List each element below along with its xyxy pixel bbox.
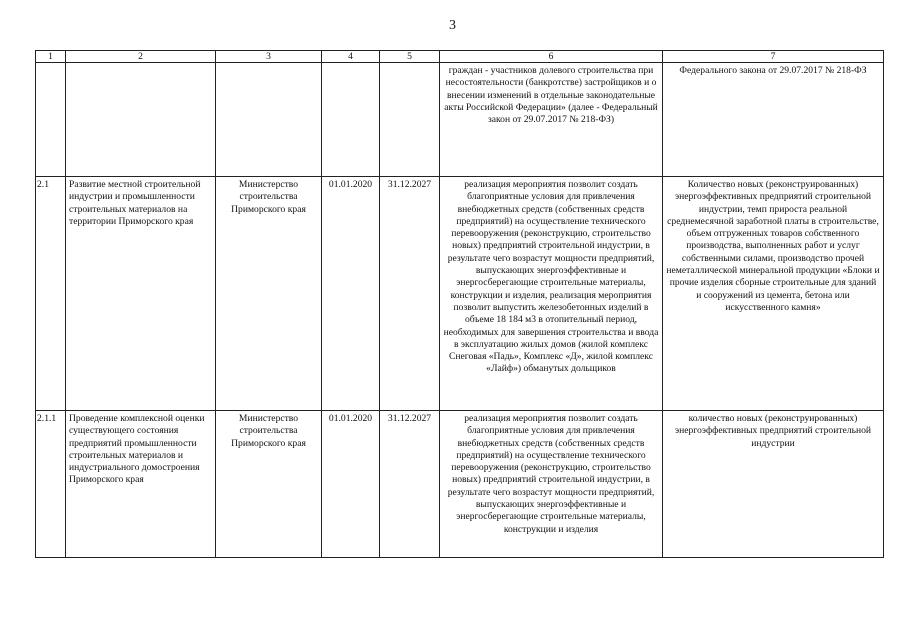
- indicator-cell: Количество новых (реконструированных) энергоэффективных предприятий строительной индустрии, темп прироста реальной среднемесячной заработной платы в строительстве, объем отгруженных товаров собственного производства, выполненных работ и услуг собственными силами, производство прочей неметаллической минеральной продукции «Блоки и прочие изделия сборные строительные для зданий и сооружений из цемента, бетона или искусственного камня»: [663, 177, 884, 411]
- measures-table: [35, 50, 884, 558]
- result-cell: реализация мероприятия позволит создать благоприятные условия для привлечения внебюджетных средств (собственных средств предприятий) на осуществление технического перевооружения (реконструкцию, строительство новых) предприятий строительной индустрии, в результате чего возрастут мощности предприятий, выпускающих энергоэффективные и энергосберегающие строительные материалы, конструкции и изделия, реализация мероприятия позволит выпустить железобетонных изделий в объеме 18 184 м3 в отопительный период, необходимых для завершения строительства и ввода в эксплуатацию жилых домов (жилой комплекс Снеговая «Падь», Комплекс «Д», жилой комплекс «Лайф») обманутых дольщиков: [440, 177, 663, 411]
- table-row: [36, 177, 884, 411]
- header-row: [36, 51, 884, 63]
- row-number-cell: 2.1.1: [36, 411, 66, 558]
- start-date-cell: 01.01.2020: [322, 411, 380, 558]
- column-header: 5: [380, 51, 440, 63]
- column-header: 4: [322, 51, 380, 63]
- result-cell: граждан - участников долевого строительства при несостоятельности (банкротстве) застройщиков и о внесении изменений в отдельные законодательные акты Российской Федерации» (далее - Федеральный закон от 29.07.2017 № 218-ФЗ): [440, 63, 663, 177]
- row-number-cell: [36, 63, 66, 177]
- end-date-cell: 31.12.2027: [380, 177, 440, 411]
- result-cell: реализация мероприятия позволит создать благоприятные условия для привлечения внебюджетных средств (собственных средств предприятий) на осуществление технического перевооружения (реконструкцию, строительство новых) предприятий строительной индустрии, в результате чего возрастут мощности предприятий, выпускающих энергоэффективные и энергосберегающие строительные материалы, конструкции и изделия: [440, 411, 663, 558]
- column-header: 7: [663, 51, 884, 63]
- end-date-cell: [380, 63, 440, 177]
- column-header: 2: [66, 51, 216, 63]
- executor-cell: [216, 63, 322, 177]
- table-row: [36, 411, 884, 558]
- column-header: 3: [216, 51, 322, 63]
- measure-name-cell: Проведение комплексной оценки существующего состояния предприятий промышленности строительных материалов и индустриального домостроения Приморского края: [66, 411, 216, 558]
- measure-name-cell: [66, 63, 216, 177]
- start-date-cell: 01.01.2020: [322, 177, 380, 411]
- executor-cell: Министерство строительства Приморского края: [216, 411, 322, 558]
- table-row: [36, 63, 884, 177]
- column-header: 1: [36, 51, 66, 63]
- page-number: 3: [449, 18, 456, 33]
- measure-name-cell: Развитие местной строительной индустрии и промышленности строительных материалов на территории Приморского края: [66, 177, 216, 411]
- indicator-cell: Федерального закона от 29.07.2017 № 218-ФЗ: [663, 63, 884, 177]
- executor-cell: Министерство строительства Приморского края: [216, 177, 322, 411]
- end-date-cell: 31.12.2027: [380, 411, 440, 558]
- column-header: 6: [440, 51, 663, 63]
- start-date-cell: [322, 63, 380, 177]
- indicator-cell: количество новых (реконструированных) энергоэффективных предприятий строительной индустрии: [663, 411, 884, 558]
- row-number-cell: 2.1: [36, 177, 66, 411]
